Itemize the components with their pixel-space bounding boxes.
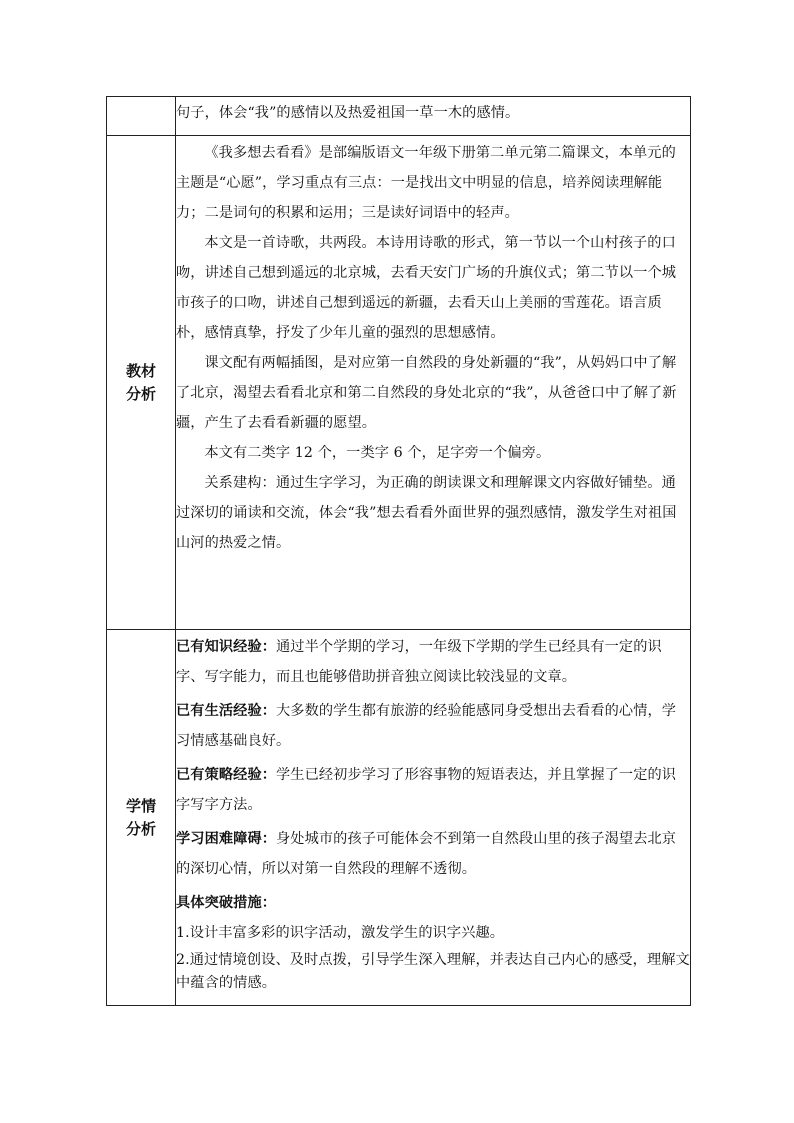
analysis-item-text: 学生已经初步学习了形容事物的短语表达，并且掌握了一定的识字写字方法。 <box>176 767 677 813</box>
analysis-item <box>176 824 690 884</box>
table-row <box>107 630 691 1006</box>
lesson-plan-table <box>106 96 691 1006</box>
measure-item: 2.通过情境创设、及时点拨，引导学生深入理解，并表达自己内心的感受，理解文中蕴含的情感。 <box>176 952 690 991</box>
analysis-item <box>176 632 690 692</box>
analysis-item <box>176 760 690 820</box>
row-content <box>176 97 691 136</box>
row-label-empty <box>107 97 176 136</box>
paragraph: 课文配有两幅插图，是对应第一自然段的身处新疆的“我”，从妈妈口中了解了北京，渴望去看看北京和第二自然段的身处北京的“我”，从爸爸口中了解了新疆，产生了去看看新疆的愿望。 <box>176 355 677 431</box>
measure-item: 1.设计丰富多彩的识字活动，激发学生的识字兴趣。 <box>176 925 505 941</box>
row-label-textbook-analysis <box>107 136 176 630</box>
paragraph: 句子，体会“我”的感情以及热爱祖国一草一木的感情。 <box>176 105 520 121</box>
row-label-line: 学情 <box>125 796 156 815</box>
paragraph: 本文有二类字 12 个，一类字 6 个，足字旁一个偏旁。 <box>204 445 551 461</box>
analysis-item-head: 已有生活经验： <box>176 703 277 719</box>
paragraph: 关系建构：通过生字学习，为正确的朗读课文和理解课文内容做好铺垫。通过深切的诵读和交流，体会“我”想去看看外面世界的强烈感情，激发学生对祖国山河的热爱之情。 <box>176 475 677 551</box>
paragraph: 本文是一首诗歌，共两段。本诗用诗歌的形式，第一节以一个山村孩子的口吻，讲述自己想到遥远的北京城，去看天安门广场的升旗仪式；第二节以一个城市孩子的口吻，讲述自己想到遥远的新疆，去看天山上美丽的雪莲花。语言质朴，感情真挚，抒发了少年儿童的强烈的思想感情。 <box>176 235 677 341</box>
row-label-line: 分析 <box>125 819 156 838</box>
measures-heading: 具体突破措施： <box>176 895 277 911</box>
analysis-item-text: 大多数的学生都有旅游的经验能感同身受想出去看看的心情，学习情感基础良好。 <box>176 703 677 749</box>
row-label-line: 分析 <box>125 384 156 403</box>
measures-list <box>176 922 690 995</box>
row-content <box>176 630 691 1006</box>
analysis-item-text: 通过半个学期的学习，一年级下学期的学生已经具有一定的识字、写字能力，而且也能够借助拼音独立阅读比较浅显的文章。 <box>176 639 662 685</box>
analysis-item-head: 已有策略经验： <box>176 767 277 783</box>
analysis-item-head: 学习困难障碍： <box>176 831 277 847</box>
row-content <box>176 136 691 630</box>
analysis-item-text: 身处城市的孩子可能体会不到第一自然段山里的孩子渴望去北京的深切心情，所以对第一自然段的理解不透彻。 <box>176 831 677 877</box>
row-label-student-analysis <box>107 630 176 1006</box>
paragraph: 《我多想去看看》是部编版语文一年级下册第二单元第二篇课文，本单元的主题是“心愿”，学习重点有三点：一是找出文中明显的信息，培养阅读理解能力；二是词句的积累和运用；三是读好词语中的轻声。 <box>176 145 676 221</box>
table-row <box>107 136 691 630</box>
analysis-item-head: 已有知识经验： <box>176 639 277 655</box>
analysis-item <box>176 696 690 756</box>
row-label-line: 教材 <box>125 361 156 380</box>
table-row <box>107 97 691 136</box>
